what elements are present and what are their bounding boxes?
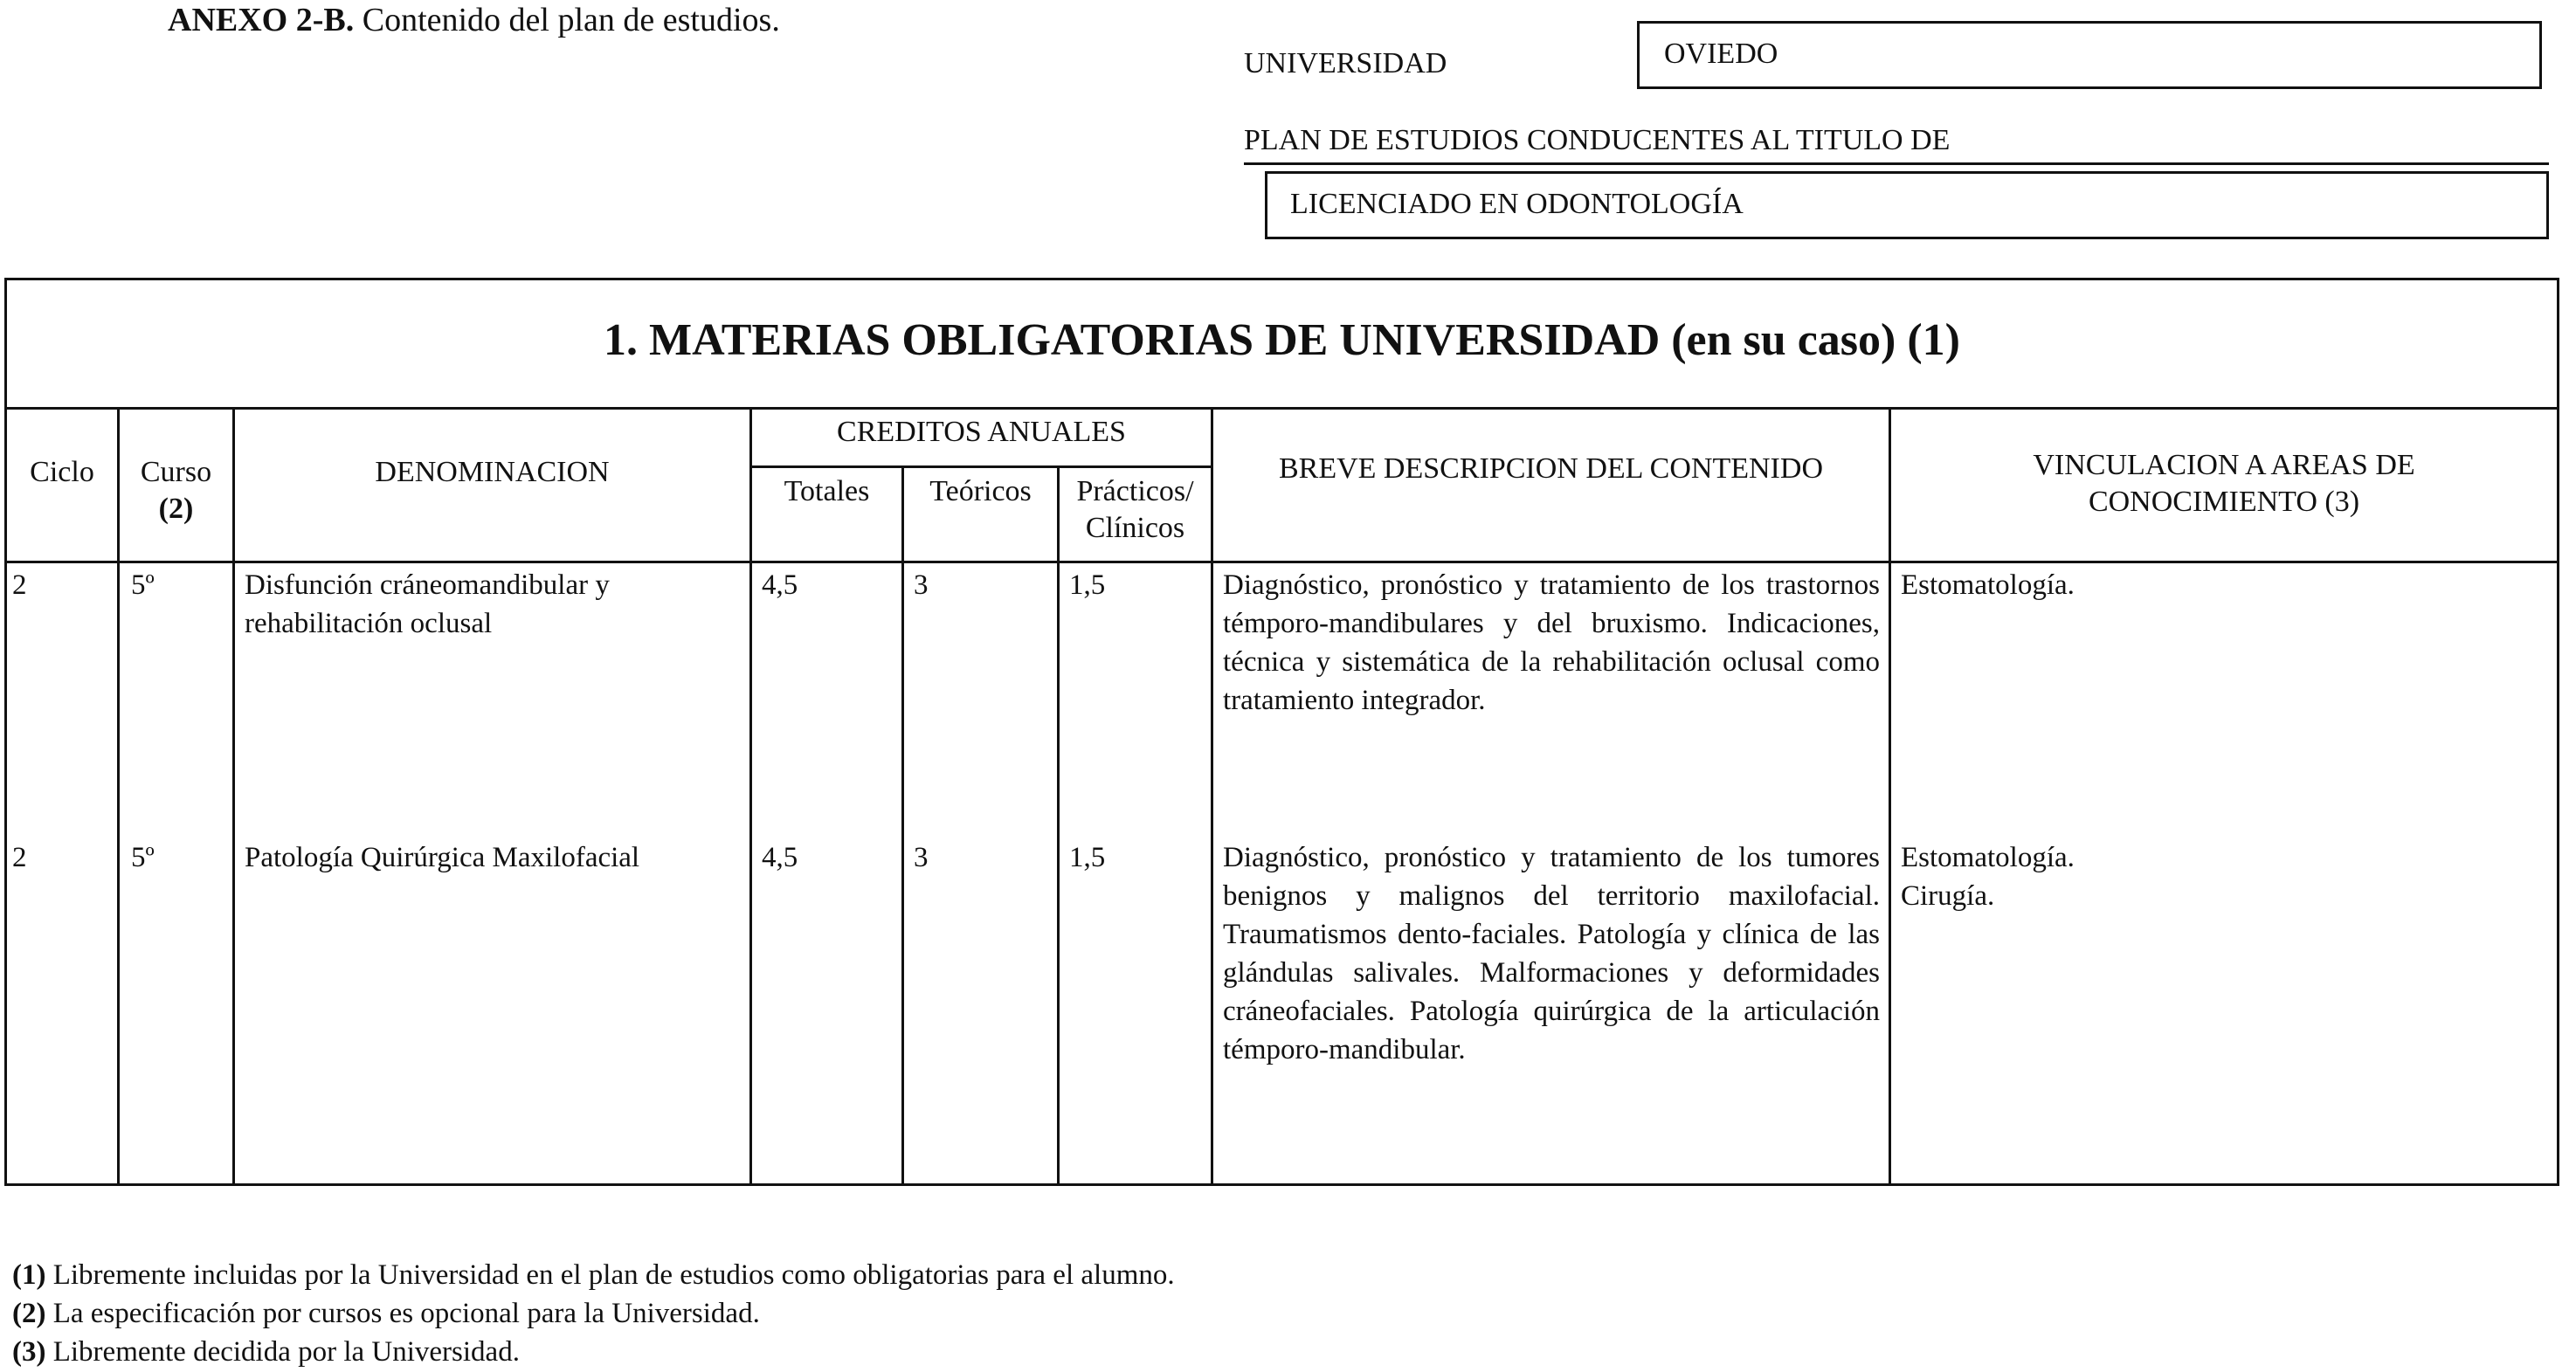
column-divider: [901, 465, 904, 1186]
row2-totales: 4,5: [762, 842, 798, 873]
row2-practicos: 1,5: [1069, 842, 1106, 873]
header-descripcion: BREVE DESCRIPCION DEL CONTENIDO: [1278, 452, 1823, 485]
header-bottom-rule: [4, 561, 2559, 563]
row1-denominacion-line2: rehabilitación oclusal: [245, 608, 493, 639]
row2-areas: [1901, 838, 2547, 915]
column-divider: [1057, 465, 1060, 1186]
university-value: OVIEDO: [1664, 38, 1778, 70]
annex-title: Contenido del plan de estudios.: [362, 2, 780, 38]
row2-curso: 5º: [131, 842, 155, 873]
row2-denominacion-line1: Patología Quirúrgica Maxilofacial: [245, 842, 640, 873]
footnote: [12, 1333, 1175, 1371]
column-divider: [1211, 407, 1213, 1186]
footnote-text: Libremente decidida por la Universidad.: [52, 1336, 520, 1368]
header-clinicos-label: Clínicos: [1085, 512, 1185, 544]
header-vinculacion: [1891, 447, 2557, 521]
row1-ciclo: 2: [12, 569, 27, 601]
header-creditos: CREDITOS ANUALES: [837, 416, 1126, 448]
university-label: UNIVERSIDAD: [1244, 47, 1447, 79]
section-title: 1. MATERIAS OBLIGATORIAS DE UNIVERSIDAD (en su caso) (1): [604, 315, 1960, 365]
row1-area-1: Estomatología.: [1901, 569, 2075, 601]
row2-teoricos: 3: [914, 842, 929, 873]
footnote: [12, 1256, 1175, 1294]
row1-totales: 4,5: [762, 569, 798, 601]
annex-heading: [168, 0, 780, 40]
footnote-number: (3): [12, 1336, 46, 1368]
footnote-number: (2): [12, 1298, 46, 1329]
row1-denominacion: [245, 566, 742, 643]
row1-denominacion-line1: Disfunción cráneomandibular y: [245, 569, 610, 601]
header-practicos-label: Prácticos/: [1076, 475, 1194, 507]
credits-subheader-rule: [749, 465, 1212, 468]
footnotes: [12, 1256, 1175, 1371]
row1-descripcion: Diagnóstico, pronóstico y tratamiento de los trastornos témporo-mandibulares y del bruxismo. Indicaciones, técnica y sistemática de la rehabilitación oclusal como tratamiento integrador.: [1223, 569, 1880, 716]
header-curso-note: (2): [158, 493, 194, 525]
footnote-text: Libremente incluidas por la Universidad en el plan de estudios como obligatorias para el alumno.: [52, 1259, 1175, 1291]
row1-practicos: 1,5: [1069, 569, 1106, 601]
column-divider: [749, 407, 752, 1186]
header-denominacion: DENOMINACION: [375, 456, 610, 488]
degree-title-field: [1265, 171, 2549, 239]
header-practicos: [1060, 473, 1211, 547]
header-top-rule: [4, 407, 2559, 410]
header-curso-label: Curso: [140, 456, 212, 488]
footnote-text: La especificación por cursos es opcional para la Universidad.: [52, 1298, 760, 1329]
degree-title-value: LICENCIADO EN ODONTOLOGÍA: [1290, 188, 1744, 220]
plan-divider: [1244, 162, 2549, 165]
header-vinculacion-line1: VINCULACION A AREAS DE: [2033, 449, 2415, 481]
header-teoricos: Teóricos: [929, 475, 1032, 507]
row1-curso: 5º: [131, 569, 155, 601]
header-totales: Totales: [784, 475, 870, 507]
university-field: [1637, 21, 2542, 89]
column-divider: [1889, 407, 1891, 1186]
row2-area-1: Estomatología.: [1901, 842, 2075, 873]
row2-ciclo: 2: [12, 842, 27, 873]
column-divider: [232, 407, 235, 1186]
row1-areas: [1901, 566, 2547, 604]
footnote: [12, 1294, 1175, 1333]
row1-teoricos: 3: [914, 569, 929, 601]
row2-area-2: Cirugía.: [1901, 880, 1995, 912]
header-vinculacion-line2: CONOCIMIENTO (3): [2088, 486, 2360, 518]
row2-descripcion: Diagnóstico, pronóstico y tratamiento de los tumores benignos y malignos del territorio maxilofacial. Traumatismos dento-faciales. Patología y clínica de las glándulas salivales. Malformaciones y deformidades cráneofaciales. Patología quirúrgica de la articulación témporo-mandibular.: [1223, 842, 1880, 1065]
annex-code: ANEXO 2-B.: [168, 2, 355, 38]
header-curso: [120, 454, 232, 527]
header-ciclo: Ciclo: [30, 456, 94, 488]
footnote-number: (1): [12, 1259, 46, 1291]
plan-label: PLAN DE ESTUDIOS CONDUCENTES AL TITULO DE: [1244, 124, 1951, 156]
row2-denominacion: [245, 838, 742, 877]
